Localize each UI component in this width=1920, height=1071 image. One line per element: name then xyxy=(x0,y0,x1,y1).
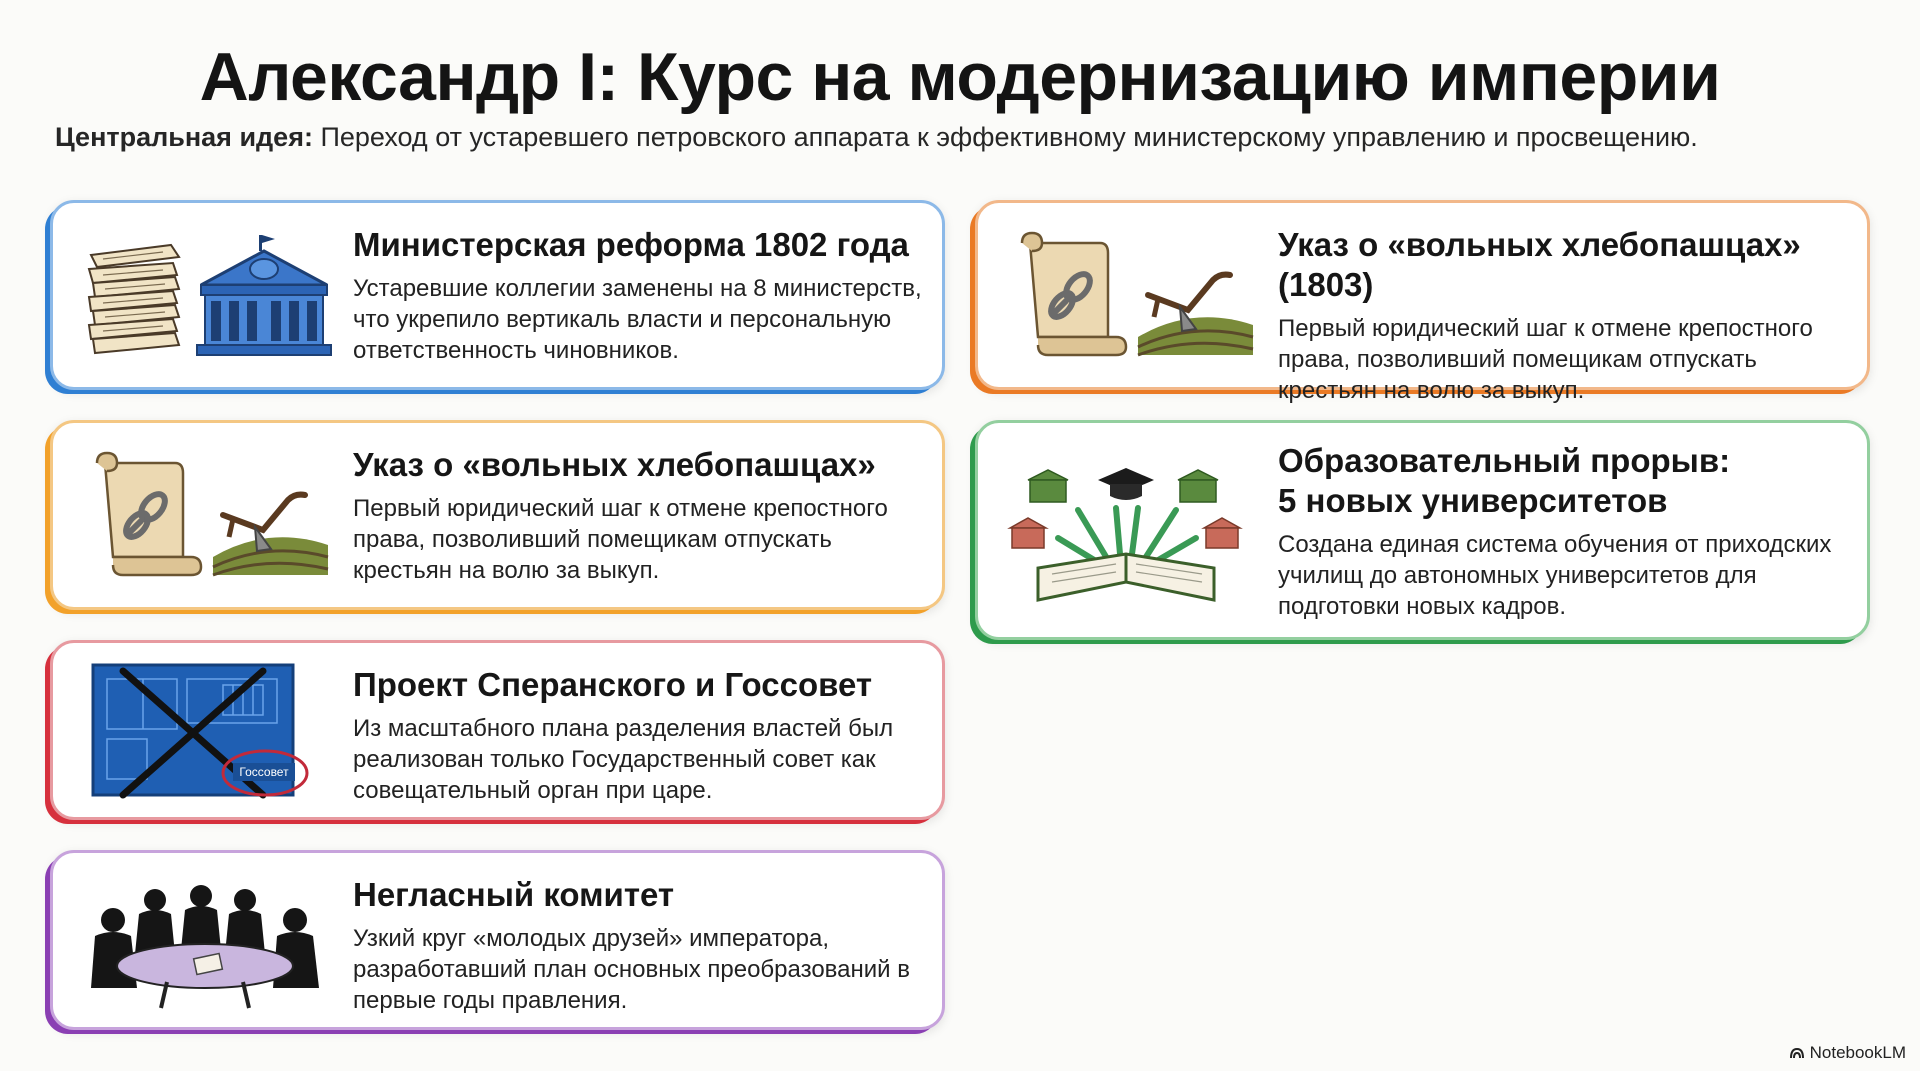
gossovet-badge: Госсовет xyxy=(239,765,289,779)
card-title-line-1: Образовательный прорыв: xyxy=(1278,442,1731,479)
card-title: Негласный комитет xyxy=(353,876,675,913)
card-description: Создана единая система обучения от приходских училищ до автономных университетов для подготовки новых кадров. xyxy=(1278,531,1832,620)
scroll-broken-chain-icon xyxy=(1008,225,1258,365)
card-illustration xyxy=(1008,423,1268,637)
page-title: Александр I: Курс на модернизацию империи xyxy=(199,39,1721,115)
card-description: Первый юридический шаг к отмене крепостного права, позволивший помещикам отпускать крестьян на волю за выкуп. xyxy=(1278,315,1813,404)
card-illustration xyxy=(83,643,343,817)
card-title: Проект Сперанского и Госсовет xyxy=(353,666,873,703)
notebooklm-logo xyxy=(1789,1043,1906,1063)
card-title xyxy=(1278,441,1849,521)
card-description: Устаревшие коллегии заменены на 8 министерств, что укрепило вертикаль власти и персональную ответственность чиновников. xyxy=(353,275,922,364)
central-idea xyxy=(55,122,1885,153)
card-description: Узкий круг «молодых друзей» императора, разработавший план основных преобразований в первые годы правления. xyxy=(353,925,910,1014)
card-title: Указ о «вольных хлебопашцах» xyxy=(353,446,876,483)
card-illustration xyxy=(83,853,343,1027)
scroll-broken-chain-icon xyxy=(83,445,333,585)
card-illustration xyxy=(83,203,343,387)
plow-field-icon xyxy=(1138,275,1253,355)
round-table-meeting-icon xyxy=(83,870,333,1010)
card-title: Указ о «вольных хлебопашцах» (1803) xyxy=(1278,226,1801,303)
card-title-line-2: 5 новых университетов xyxy=(1278,482,1668,519)
card-description: Из масштабного плана разделения властей был реализован только Государственный совет как совещательный орган при царе. xyxy=(353,715,894,804)
card-secret-committee xyxy=(50,850,945,1030)
book-graduation-universities-icon xyxy=(1008,450,1258,610)
brand-label: NotebookLM xyxy=(1809,1043,1906,1062)
card-illustration xyxy=(1008,203,1268,387)
card-free-cultivators xyxy=(50,420,945,610)
plow-field-icon xyxy=(213,495,328,575)
government-building-icon xyxy=(197,235,331,355)
card-ministerial-reform xyxy=(50,200,945,390)
documents-stack-icon xyxy=(83,225,333,365)
card-title: Министерская реформа 1802 года xyxy=(353,226,909,263)
card-description: Первый юридический шаг к отмене крепостного права, позволивший помещикам отпускать крестьян на волю за выкуп. xyxy=(353,495,888,584)
card-speransky-project xyxy=(50,640,945,820)
notebooklm-icon xyxy=(1789,1046,1805,1060)
central-idea-label: Центральная идея: xyxy=(55,122,313,152)
crossed-blueprint-icon xyxy=(83,655,333,805)
card-illustration xyxy=(83,423,343,607)
card-education-breakthrough xyxy=(975,420,1870,640)
central-idea-text: Переход от устаревшего петровского аппарата к эффективному министерскому управлению и просвещению. xyxy=(320,122,1698,152)
card-free-cultivators-1803 xyxy=(975,200,1870,404)
